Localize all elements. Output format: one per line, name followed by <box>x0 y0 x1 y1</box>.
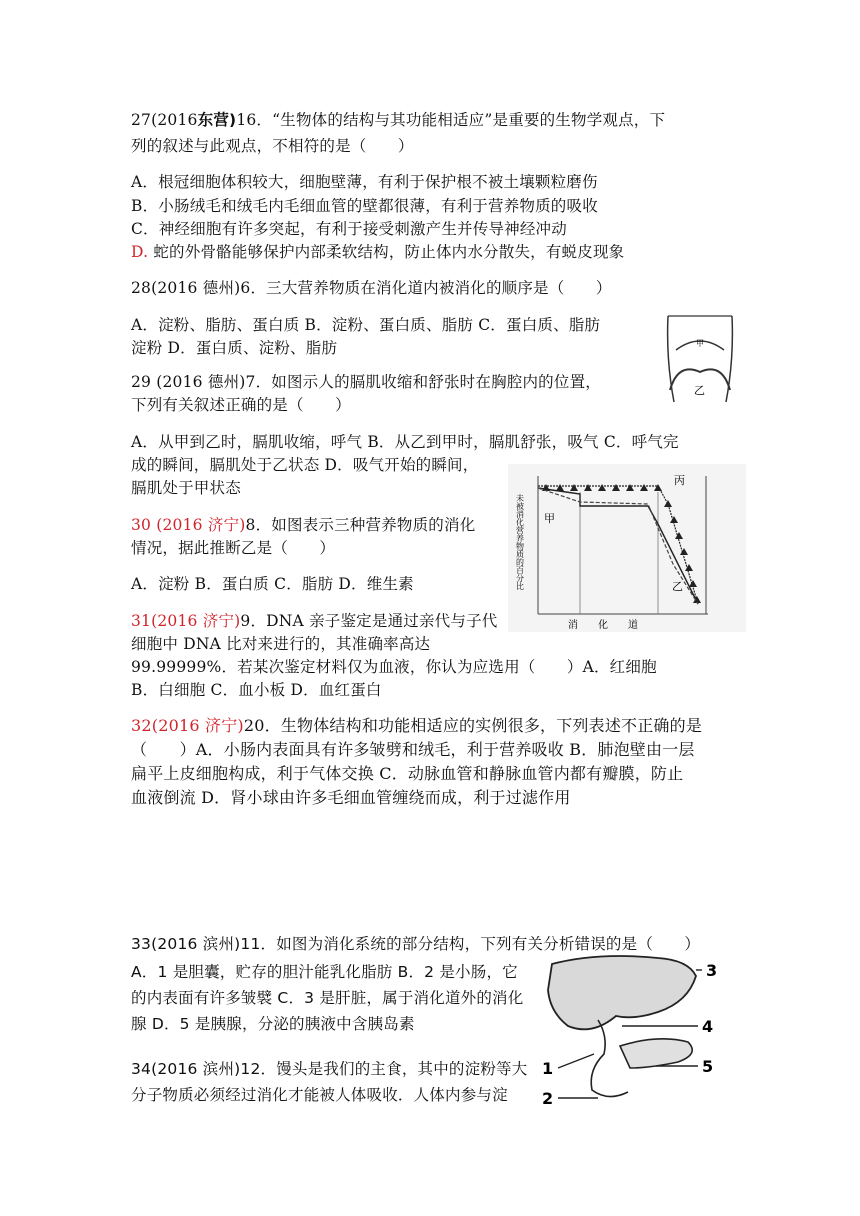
q29-line-2: 下列有关叙述正确的是（ ） <box>131 396 351 414</box>
pancreas-shape <box>620 1039 692 1068</box>
q27-option-c: C．神经细胞有许多突起，有利于接受刺激产生并传导神经冲动 <box>131 220 567 238</box>
organ-label-2: 2 <box>542 1089 554 1108</box>
q33-options-3: 腺 D．5 是胰腺，分泌的胰液中含胰岛素 <box>131 1015 415 1033</box>
q30-line-1: 30 (2016 济宁)8．如图表示三种营养物质的消化 <box>131 516 476 534</box>
q33-options-1: A．1 是胆囊，贮存的胆汁能乳化脂肪 B．2 是小肠，它 <box>131 963 518 981</box>
q27-option-b: B．小肠绒毛和绒毛内毛细血管的壁都很薄，有利于营养物质的吸收 <box>131 197 598 215</box>
organ-label-1: 1 <box>542 1059 554 1078</box>
q27-line-1: 27(2016东营)16．“生物体的结构与其功能相适应”是重要的生物学观点，下 <box>131 111 666 129</box>
chart-y-label: 未被消化营养物质的百分比 <box>515 494 525 590</box>
q31-line-2: 细胞中 DNA 比对来进行的，其准确率高达 <box>131 635 431 653</box>
series-label-bing: 丙 <box>674 474 685 487</box>
series-label-jia: 甲 <box>544 512 555 525</box>
q29-options-2: 成的瞬间，膈肌处于乙状态 D．吸气开始的瞬间， <box>131 456 479 474</box>
q27-option-d: D. 蛇的外骨骼能够保护内部柔软结构，防止体内水分散失，有蜕皮现象 <box>131 243 625 261</box>
q34-line-2: 分子物质必须经过消化才能被人体吸收．人体内参与淀 <box>131 1086 508 1104</box>
q27-line-2: 列的叙述与此观点，不相符的是（ ） <box>131 137 414 155</box>
diaphragm-label-yi: 乙 <box>694 384 705 397</box>
q30-line-2: 情况，据此推断乙是（ ） <box>131 539 336 557</box>
chart-x-label: 消 化 道 <box>568 620 638 631</box>
q34-line-1: 34(2016 滨州)12．馒头是我们的主食，其中的淀粉等大 <box>131 1060 528 1078</box>
q31-line-1: 31(2016 济宁)9．DNA 亲子鉴定是通过亲代与子代 <box>131 612 498 630</box>
diaphragm-label-jia: 甲 <box>696 339 704 348</box>
liver-shape <box>548 956 696 1029</box>
q32-line-4: 血液倒流 D．肾小球由许多毛细血管缠绕而成，利于过滤作用 <box>131 788 571 807</box>
q29-line-1: 29 (2016 德州)7．如图示人的膈肌收缩和舒张时在胸腔内的位置， <box>131 373 601 391</box>
q32-line-3: 扁平上皮细胞构成，利于气体交换 C．动脉血管和静脉血管内都有瓣膜，防止 <box>131 764 684 783</box>
q28-head: 28(2016 德州)6．三大营养物质在消化道内被消化的顺序是（ ） <box>131 279 612 297</box>
series-label-yi: 乙 <box>672 580 683 593</box>
q31-line-4: B．白细胞 C．血小板 D．血红蛋白 <box>131 681 382 699</box>
q29-options-1: A．从甲到乙时，膈肌收缩，呼气 B．从乙到甲时，膈肌舒张，吸气 C．呼气完 <box>131 433 679 451</box>
duodenum-shape <box>591 1020 628 1097</box>
q27-option-a: A．根冠细胞体积较大，细胞壁薄，有利于保护根不被土壤颗粒磨伤 <box>131 173 598 191</box>
q28-options-2: 淀粉 D．蛋白质、淀粉、脂肪 <box>131 339 338 357</box>
diaphragm-figure <box>660 310 740 408</box>
q31-line-3: 99.99999%．若某次鉴定材料仅为血液，你认为应选用（ ）A．红细胞 <box>131 658 657 676</box>
q32-line-1: 32(2016 济宁)20．生物体结构和功能相适应的实例很多，下列表述不正确的是 <box>131 716 703 735</box>
q33-options-2: 的内表面有许多皱襞 C．3 是肝脏，属于消化道外的消化 <box>131 989 524 1007</box>
digestive-organs-figure <box>538 950 728 1114</box>
organ-label-4: 4 <box>702 1017 714 1036</box>
digestion-chart <box>508 464 746 632</box>
q32-line-2: （ ）A．小肠内表面具有许多皱劈和绒毛，利于营养吸收 B．肺泡壁由一层 <box>131 740 695 759</box>
q30-options: A．淀粉 B．蛋白质 C．脂肪 D．维生素 <box>131 575 414 593</box>
q29-options-3: 膈肌处于甲状态 <box>131 479 241 497</box>
q33-head: 33(2016 滨州)11．如图为消化系统的部分结构，下列有关分析错误的是（ ） <box>131 935 701 953</box>
organ-label-3: 3 <box>706 961 718 980</box>
organ-label-5: 5 <box>702 1057 714 1076</box>
q28-options-1: A．淀粉、脂肪、蛋白质 B．淀粉、蛋白质、脂肪 C．蛋白质、脂肪 <box>131 316 601 334</box>
